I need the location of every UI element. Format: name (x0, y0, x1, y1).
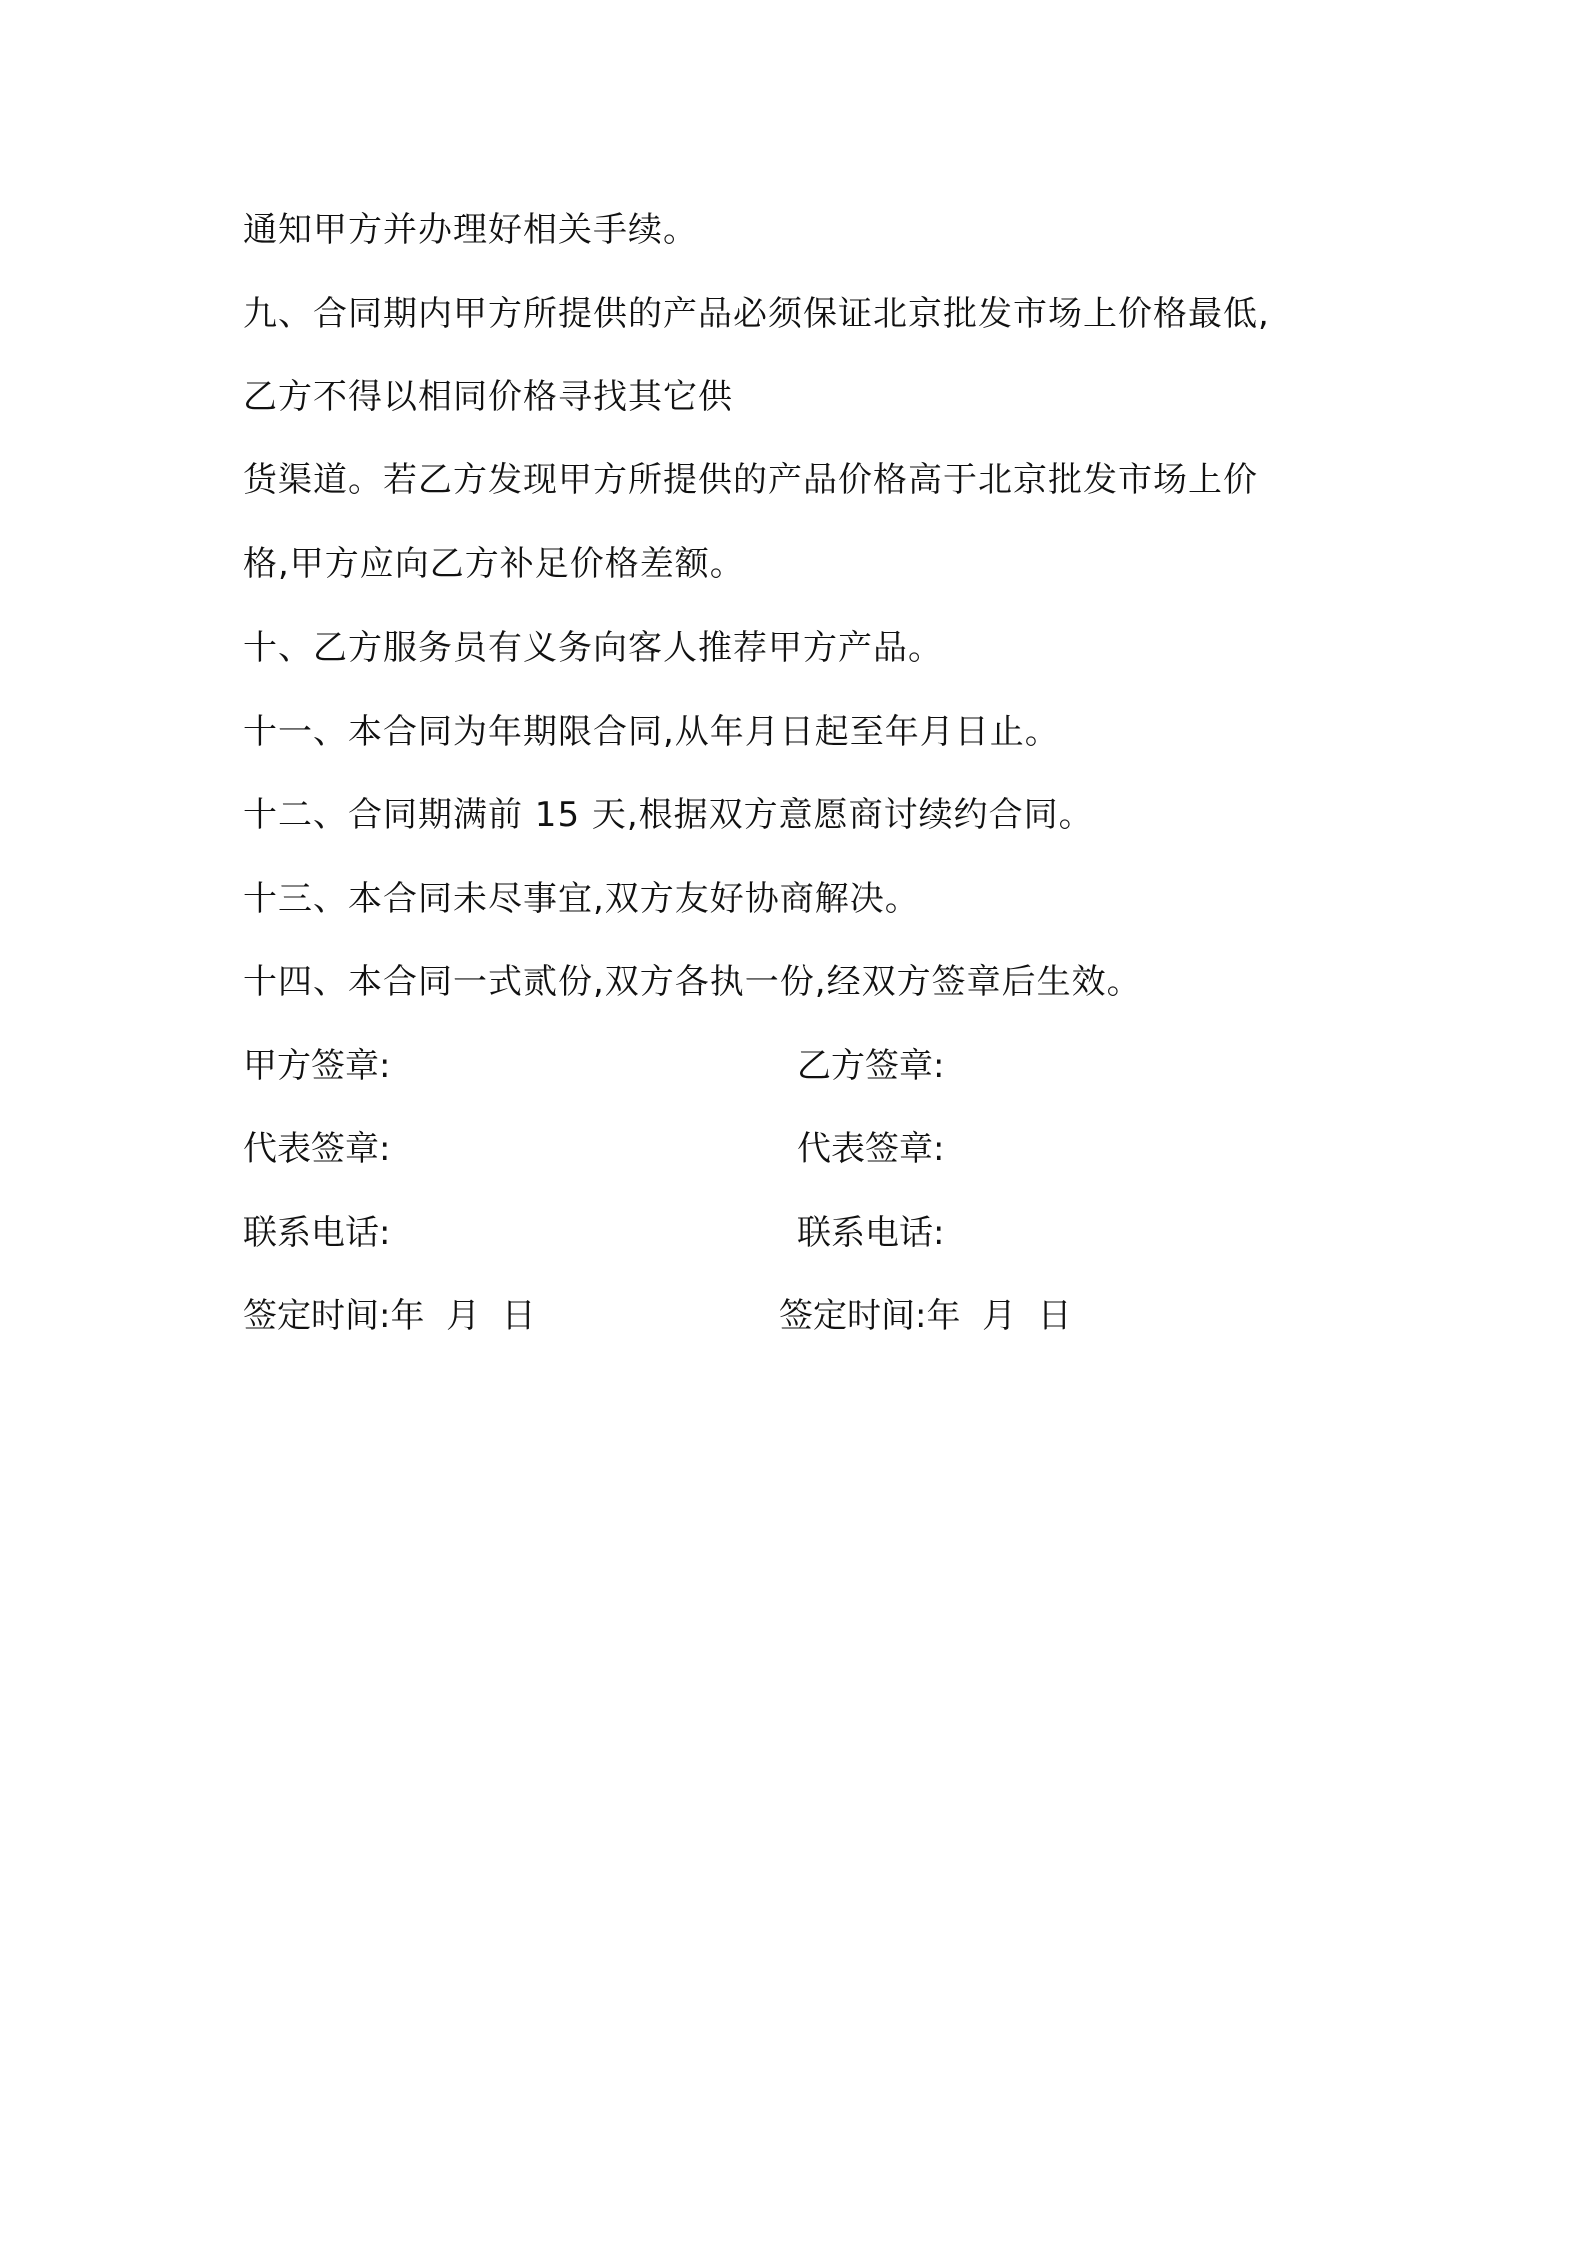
clause-10: 十、乙方服务员有义务向客人推荐甲方产品。 (243, 628, 943, 668)
clause-11: 十一、本合同为年期限合同,从年月日起至年月日止。 (243, 712, 1060, 752)
party-b-seal-label: 乙方签章: (797, 1046, 945, 1086)
clause-13: 十三、本合同未尽事宜,双方友好协商解决。 (243, 879, 920, 919)
date-right-label: 签定时间:年 月 日 (779, 1296, 1072, 1336)
rep-seal-left-label: 代表签章: (243, 1129, 391, 1169)
clause-9-line-1: 九、合同期内甲方所提供的产品必须保证北京批发市场上价格最低, (243, 294, 1270, 334)
clause-9-line-4: 格,甲方应向乙方补足价格差额。 (243, 544, 745, 584)
party-a-seal-label: 甲方签章: (243, 1046, 391, 1086)
phone-left-label: 联系电话: (243, 1213, 391, 1253)
clause-9-line-2: 乙方不得以相同价格寻找其它供 (243, 377, 733, 417)
clause-14: 十四、本合同一式贰份,双方各执一份,经双方签章后生效。 (243, 962, 1142, 1002)
phone-right-label: 联系电话: (797, 1213, 945, 1253)
body-line-1: 通知甲方并办理好相关手续。 (243, 210, 698, 250)
date-left-label: 签定时间:年 月 日 (243, 1296, 536, 1336)
clause-9-line-3: 货渠道。若乙方发现甲方所提供的产品价格高于北京批发市场上价 (243, 460, 1258, 500)
clause-12: 十二、合同期满前 15 天,根据双方意愿商讨续约合同。 (243, 795, 1094, 835)
rep-seal-right-label: 代表签章: (797, 1129, 945, 1169)
